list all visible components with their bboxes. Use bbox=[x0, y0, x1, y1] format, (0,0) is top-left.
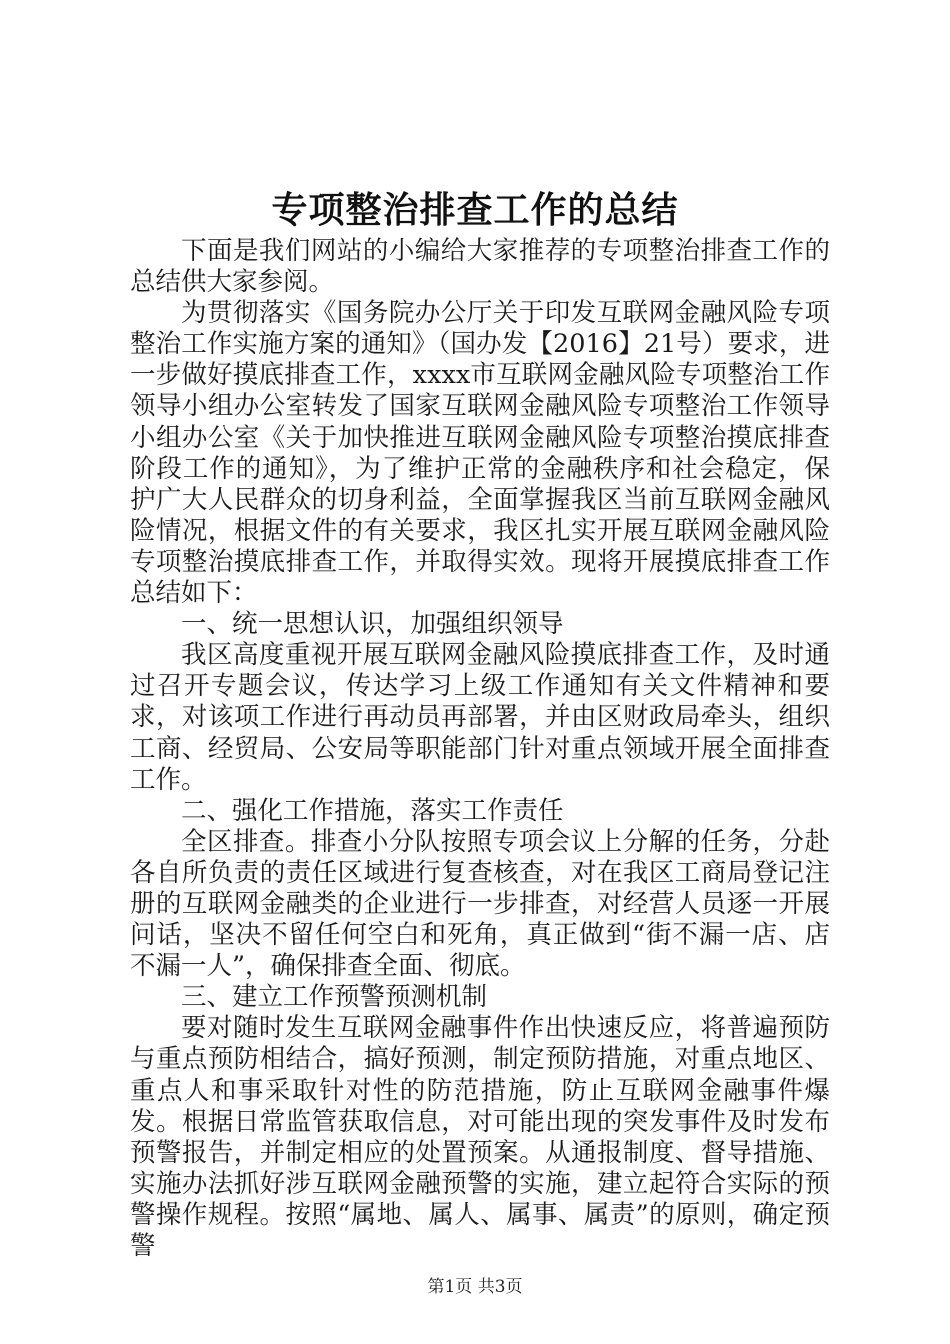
section-heading-3: 三、建立工作预警预测机制 bbox=[181, 982, 488, 1013]
paragraph-section-1: 我区高度重视开展互联网金融风险摸底排查工作，及时通过召开专题会议，传达学习上级工作通知有关文件精神和要求，对该项工作进行再动员再部署，并由区财政局牵头，组织工商、经贸局、公安局等职能部门针对重点领域开展全面排查工作。 bbox=[130, 640, 830, 795]
paragraph-intro: 下面是我们网站的小编给大家推荐的专项整治排查工作的总结供大家参阅。 bbox=[130, 236, 830, 298]
paragraph-section-3: 要对随时发生互联网金融事件作出快速反应，将普遍预防与重点预防相结合，搞好预测，制定预防措施，对重点地区、重点人和事采取针对性的防范措施，防止互联网金融事件爆发。根据日常监管获取信息，对可能出现的突发事件及时发布预警报告，并制定相应的处置预案。从通报制度、督导措施、实施办法抓好涉互联网金融预警的实施，建立起符合实际的预警操作规程。按照“属地、属人、属事、属责”的原则，确定预警 bbox=[130, 1013, 830, 1261]
document-title: 专项整治排查工作的总结 bbox=[271, 189, 679, 231]
paragraph-background: 为贯彻落实《国务院办公厅关于印发互联网金融风险专项整治工作实施方案的通知》（国办发【2016】21号）要求，进一步做好摸底排查工作，xxxx市互联网金融风险专项整治工作领导小组办公室转发了国家互联网金融风险专项整治工作领导小组办公室《关于加快推进互联网金融风险专项整治摸底排查阶段工作的通知》，为了维护正常的金融秩序和社会稳定，保护广大人民群众的切身利益，全面掌握我区当前互联网金融风险情况，根据文件的有关要求，我区扎实开展互联网金融风险专项整治摸底排查工作，并取得实效。现将开展摸底排查工作总结如下： bbox=[130, 298, 830, 609]
paragraph-section-2: 全区排查。排查小分队按照专项会议上分解的任务，分赴各自所负责的责任区域进行复查核查，对在我区工商局登记注册的互联网金融类的企业进行一步排查，对经营人员逐一开展问话，坚决不留任何空白和死角，真正做到“街不漏一店、店不漏一人”，确保排查全面、彻底。 bbox=[130, 826, 830, 982]
page-footer: 第1页 共3页 bbox=[427, 1277, 523, 1297]
section-heading-1: 一、统一思想认识，加强组织领导 bbox=[181, 609, 564, 640]
section-heading-2: 二、强化工作措施，落实工作责任 bbox=[181, 795, 564, 826]
document-body bbox=[130, 236, 830, 1262]
